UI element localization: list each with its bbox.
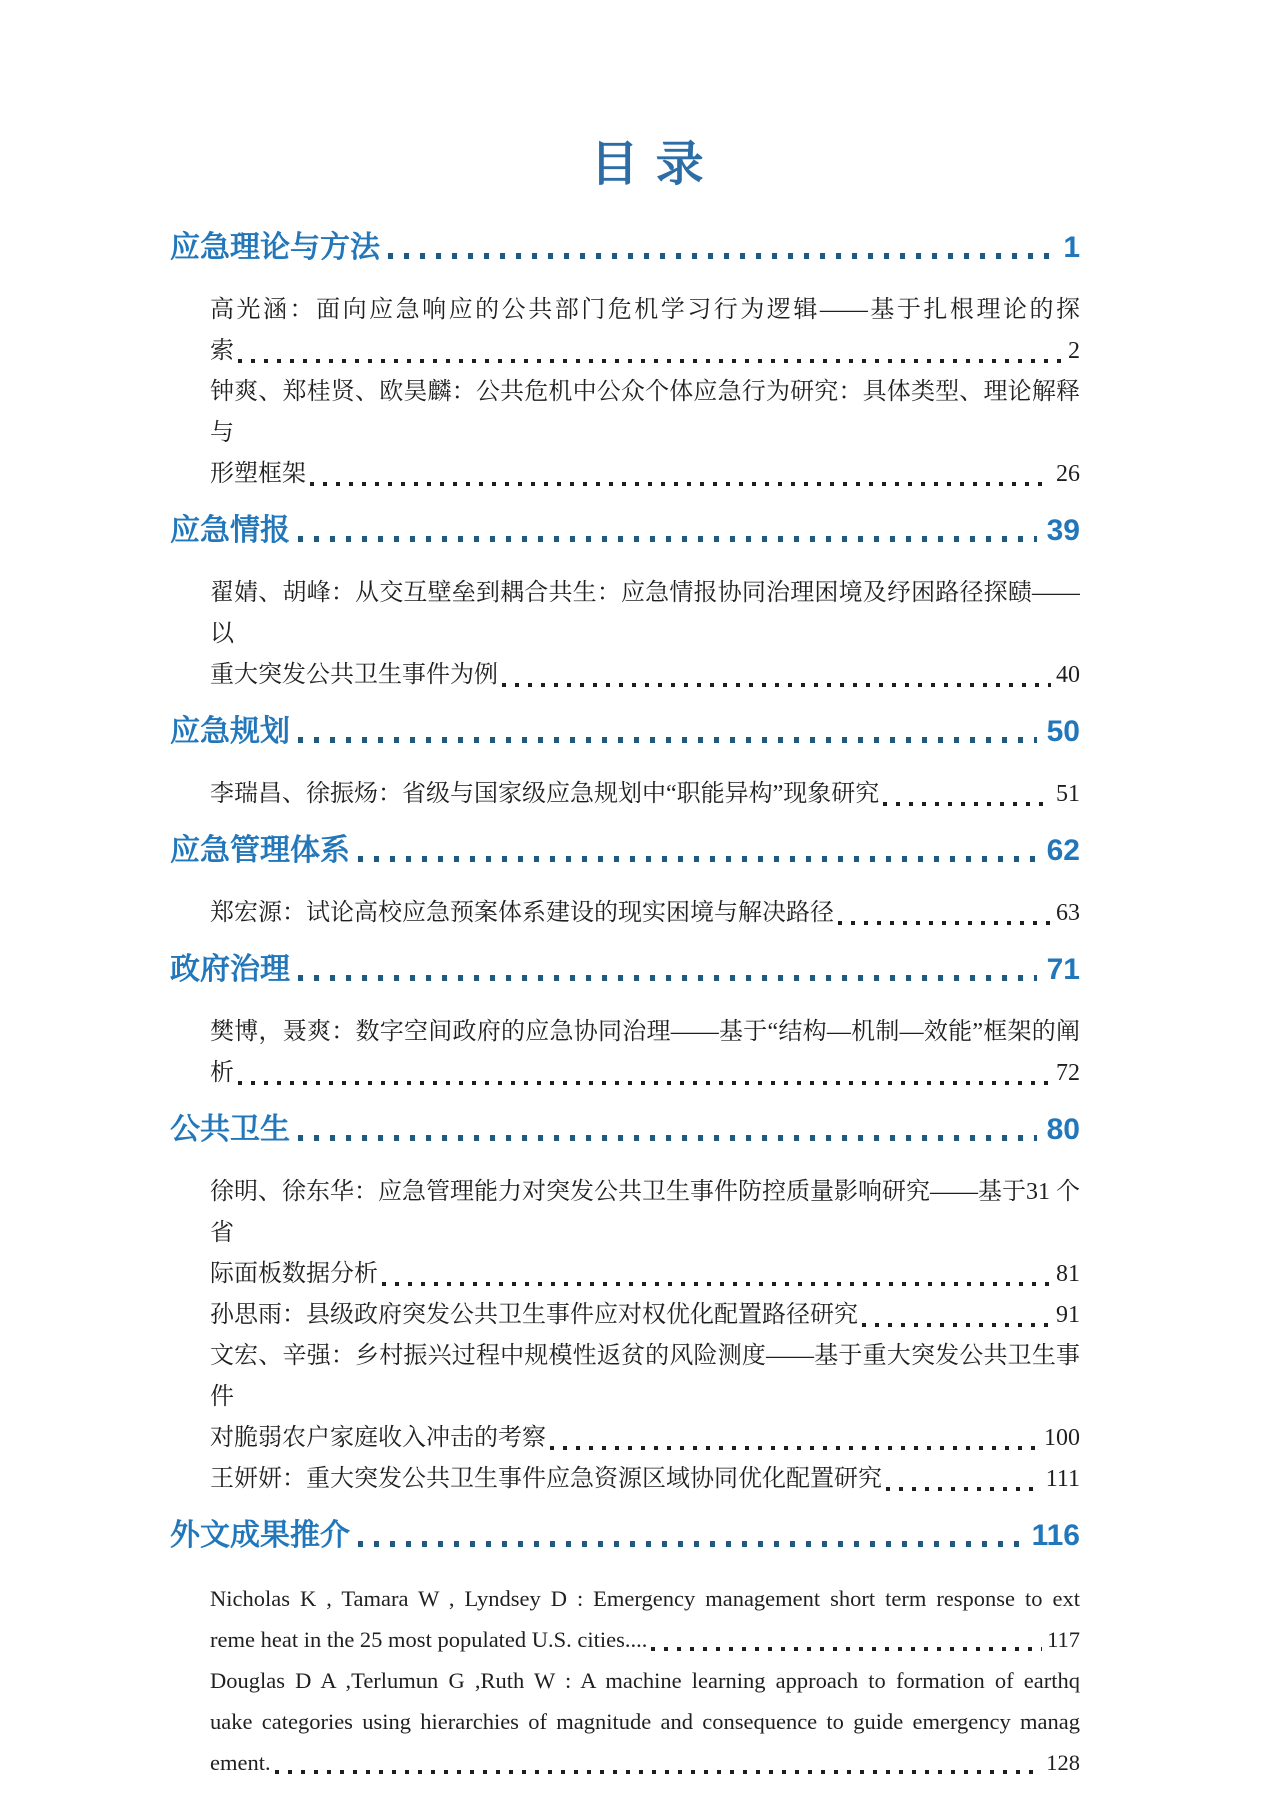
entry-text: 李瑞昌、徐振炀：省级与国家级应急规划中“职能异构”现象研究 xyxy=(210,781,880,807)
section-heading-row xyxy=(170,1518,1080,1554)
entry-page-number: 63 xyxy=(1056,900,1080,926)
page-title: 目 录 xyxy=(590,138,706,191)
entry-line: 高光涵：面向应急响应的公共部门危机学习行为逻辑——基于扎根理论的探 xyxy=(210,297,1080,323)
section-heading-row xyxy=(170,230,1080,266)
entry-line xyxy=(210,1742,1080,1783)
section-title: 公共卫生 xyxy=(170,1113,290,1146)
entry-line: Douglas D A ,Terlumun G ,Ruth W : A machine learning approach to formation of earthq xyxy=(210,1668,1080,1693)
dot-leader xyxy=(298,737,1037,743)
entry-line: 文宏、辛强：乡村振兴过程中规模性返贫的风险测度——基于重大突发公共卫生事件 xyxy=(210,1343,1080,1410)
entry-line xyxy=(210,1295,1080,1336)
entry-page-number: 26 xyxy=(1056,461,1080,487)
dot-leader xyxy=(238,359,1063,363)
section-heading-row xyxy=(170,513,1080,549)
entry-text: 形塑框架 xyxy=(210,461,306,487)
entry-text: 王妍妍：重大突发公共卫生事件应急资源区域协同优化配置研究 xyxy=(210,1466,882,1492)
table-of-contents xyxy=(170,230,1080,1783)
entry-text: 际面板数据分析 xyxy=(210,1261,378,1287)
dot-leader xyxy=(550,1446,1039,1450)
entry-line: 翟婧、胡峰：从交互壁垒到耦合共生：应急情报协同治理困境及纾困路径探赜——以 xyxy=(210,580,1080,647)
entry-text: reme heat in the 25 most populated U.S. cities.... xyxy=(210,1627,648,1652)
entry-page-number: 2 xyxy=(1068,338,1080,364)
entry-line xyxy=(210,774,1080,815)
section-page-number: 50 xyxy=(1046,715,1080,748)
entry-line xyxy=(210,454,1080,495)
entry-line: 钟爽、郑桂贤、欧昊麟：公共危机中公众个体应急行为研究：具体类型、理论解释与 xyxy=(210,379,1080,446)
entry-page-number: 81 xyxy=(1056,1261,1080,1287)
dot-leader xyxy=(502,683,1051,687)
toc-entry xyxy=(210,1660,1080,1783)
dot-leader xyxy=(886,1487,1041,1491)
entry-page-number: 111 xyxy=(1045,1466,1080,1492)
toc-entry xyxy=(210,1336,1080,1459)
section-title: 政府治理 xyxy=(170,953,290,986)
section-title: 应急规划 xyxy=(170,715,290,748)
dot-leader xyxy=(238,1081,1051,1085)
section-page-number: 71 xyxy=(1046,953,1080,986)
entry-line xyxy=(210,331,1080,372)
toc-entry xyxy=(210,1459,1080,1500)
entry-text: 重大突发公共卫生事件为例 xyxy=(210,662,498,688)
toc-entry xyxy=(210,290,1080,372)
entry-page-number: 51 xyxy=(1056,781,1080,807)
section-page-number: 80 xyxy=(1046,1113,1080,1146)
dot-leader xyxy=(358,1541,1022,1547)
dot-leader xyxy=(298,975,1037,981)
section-title: 应急理论与方法 xyxy=(170,231,380,264)
entry-line: uake categories using hierarchies of magnitude and consequence to guide emergency manag xyxy=(210,1709,1080,1734)
entry-line: Nicholas K , Tamara W , Lyndsey D : Emergency management short term response to ext xyxy=(210,1586,1080,1611)
entry-page-number: 117 xyxy=(1047,1627,1080,1652)
entry-page-number: 72 xyxy=(1056,1060,1080,1086)
dot-leader xyxy=(298,1135,1037,1141)
entry-line xyxy=(210,893,1080,934)
entry-line xyxy=(210,1418,1080,1459)
section-title: 应急管理体系 xyxy=(170,834,350,867)
dot-leader xyxy=(310,482,1051,486)
entry-text: 对脆弱农户家庭收入冲击的考察 xyxy=(210,1425,546,1451)
section-title: 外文成果推介 xyxy=(170,1519,350,1552)
toc-entry xyxy=(210,774,1080,815)
dot-leader xyxy=(388,253,1053,259)
dot-leader xyxy=(382,1282,1051,1286)
entry-line xyxy=(210,1254,1080,1295)
entry-line: 徐明、徐东华：应急管理能力对突发公共卫生事件防控质量影响研究——基于31 个省 xyxy=(210,1179,1080,1246)
section-heading-row xyxy=(170,714,1080,750)
section-page-number: 116 xyxy=(1031,1519,1080,1552)
entry-text: ement. xyxy=(210,1750,271,1775)
entry-line xyxy=(210,1619,1080,1660)
entry-line: 樊博，聂爽：数字空间政府的应急协同治理——基于“结构—机制—效能”框架的阐 xyxy=(210,1019,1080,1045)
dot-leader xyxy=(275,1770,1042,1774)
entry-line xyxy=(210,1459,1080,1500)
entry-page-number: 40 xyxy=(1056,662,1080,688)
toc-entry xyxy=(210,1172,1080,1295)
section-heading-row xyxy=(170,1112,1080,1148)
toc-entry xyxy=(210,1578,1080,1660)
toc-entry xyxy=(210,1012,1080,1094)
section-heading-row xyxy=(170,952,1080,988)
entry-text: 索 xyxy=(210,338,234,364)
toc-entry xyxy=(210,573,1080,696)
dot-leader xyxy=(298,536,1037,542)
entry-text: 郑宏源：试论高校应急预案体系建设的现实困境与解决路径 xyxy=(210,900,834,926)
section-title: 应急情报 xyxy=(170,514,290,547)
dot-leader xyxy=(883,802,1051,806)
dot-leader xyxy=(358,856,1037,862)
toc-entry xyxy=(210,372,1080,495)
section-page-number: 39 xyxy=(1046,514,1080,547)
section-page-number: 62 xyxy=(1046,834,1080,867)
entry-page-number: 91 xyxy=(1056,1302,1080,1328)
dot-leader xyxy=(838,921,1051,925)
entry-page-number: 100 xyxy=(1044,1425,1080,1451)
section-page-number: 1 xyxy=(1063,231,1080,264)
entry-line xyxy=(210,1053,1080,1094)
dot-leader xyxy=(862,1323,1051,1327)
toc-entry xyxy=(210,893,1080,934)
section-heading-row xyxy=(170,833,1080,869)
dot-leader xyxy=(651,1647,1042,1651)
entry-text: 析 xyxy=(210,1060,234,1086)
toc-entry xyxy=(210,1295,1080,1336)
entry-page-number: 128 xyxy=(1046,1750,1080,1775)
entry-line xyxy=(210,655,1080,696)
entry-text: 孙思雨：县级政府突发公共卫生事件应对权优化配置路径研究 xyxy=(210,1302,858,1328)
